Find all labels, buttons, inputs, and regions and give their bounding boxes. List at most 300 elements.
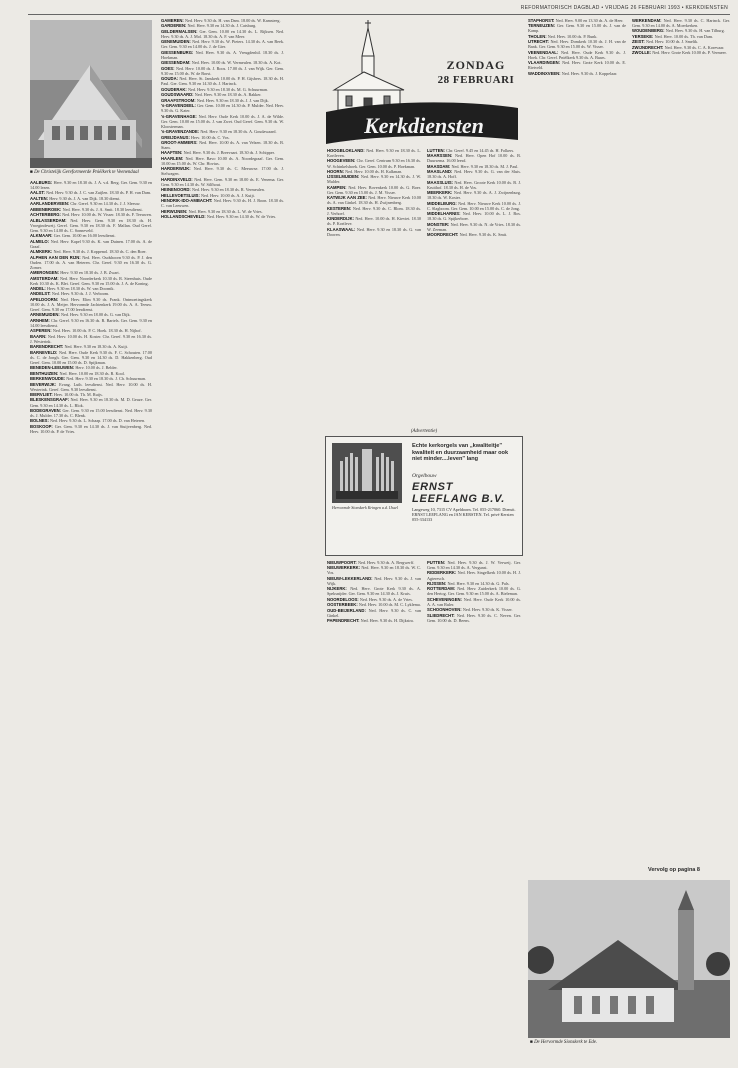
service-details: Ned. Herv. 10.00 ds. W. Visser. 18.30 ds. F. Teeuwen. — [62, 212, 152, 218]
church-listing — [30, 297, 152, 312]
place-name: THOLEN: — [528, 33, 548, 39]
church-listing — [327, 576, 421, 586]
church-listing — [161, 156, 284, 166]
place-name: GRAAFSTROOM: — [161, 97, 197, 103]
place-name: OUD-BEIJERLAND: — [327, 607, 369, 613]
place-name: MAASLAND: — [427, 169, 455, 175]
service-details: Ned. Herv. Bavo 10.00 ds. A. Noordegraaf. Ger. Gem. 10.00 en 15.00 ds. W. Chr. Hovius. — [161, 155, 284, 166]
church-listing — [427, 211, 521, 221]
photo-right-caption: ■ De Hervormde Sionskerk te Ede. — [530, 1040, 598, 1045]
place-name: PAPENDRECHT: — [327, 618, 361, 624]
place-name: ROTTERDAM: — [427, 586, 458, 592]
place-name: HAARLEM: — [161, 155, 186, 161]
service-details: Ned. Herv. 10.00 ds. H. Kalkman. — [345, 168, 403, 174]
church-listing — [161, 76, 284, 86]
service-details: Ned. Herv. Domkerk 10.30 ds. J. H. van de Bank. Ger. Gem. 9.30 en 15.00 ds. W. Visser. — [528, 39, 626, 50]
place-name: BOSKOOP: — [30, 423, 55, 429]
service-details: Ned. Herv. 9.30 ds. C. A. Korevaar. — [664, 44, 725, 50]
service-details: Ned. Herv. 9.30 ds. J. J. Verboom. — [51, 291, 110, 297]
service-details: Ned. Herv. 9.30 ds. L. Schaap. 17.00 ds. D. van Heteren. — [50, 418, 146, 424]
service-details: Ger. Gem. 9.30 en 15.00 ds. J. van de Kamp. — [528, 23, 626, 34]
place-name: SLIEDRECHT: — [427, 612, 457, 618]
church-listing — [30, 255, 152, 270]
church-listing — [161, 193, 284, 198]
service-details: Ned. Herv. 9.30 ds. J. Koppelaar. — [561, 70, 618, 76]
place-name: NIEUW-LEKKERLAND: — [327, 575, 375, 581]
service-details: Ned. Herv. Bovenkerk 10.00 ds. G. Boer. Ger. Gem. 9.30 en 15.00 ds. J. M. Visser. — [327, 184, 421, 195]
service-details: Ned. Herv. Oude Kerk 9.30 ds. F. C. Schouten. 17.00 ds. C. de Jongh. Ger. Gem. 9.30 en 14.30 ds. D. Hakkenberg. Oud Geref. Gem. 10.00 en 15.00 ds. D. Spijkman. — [30, 349, 152, 365]
place-name: HOLLANDSCHEVELD: — [161, 214, 207, 220]
service-details: Ned. Herv. 9.30 en 18.30 ds. M. D. Geuze. Ger. Gem. 9.30 en 14.30 ds. L. Blok. — [30, 397, 152, 408]
service-details: Ned. Herv. 10.00 en 18.30 ds. R. Kool. — [59, 370, 125, 376]
masthead-date: 28 FEBRUARI — [437, 74, 515, 86]
place-name: NIEUWPOORT: — [327, 560, 358, 565]
service-details: Herv. 9.30 en 18.30 ds. J. B. Zwart. — [60, 270, 120, 276]
church-listing — [427, 597, 521, 607]
service-details: Ned. Herv. 10.00 ds. Th. van Dam. — [654, 33, 714, 39]
column-2 — [161, 18, 284, 1055]
service-details: Ned. Herv. 9.30 ds. J. van Wijk. — [327, 575, 421, 586]
place-name: MEERKERK: — [427, 190, 454, 196]
church-listing — [30, 286, 152, 291]
church-listing — [327, 185, 421, 195]
service-details: Evang. Luth. leesdienst. Ned. Herv. 10.00 ds. H. Westerink. Geref. Gem. 9.30 leesdienst. — [30, 381, 152, 392]
service-details: Ned. Herv. 9.30 ds. A. J. Zwijnenburg. 18.30 ds. W. Koster. — [427, 190, 521, 201]
place-name: GREIJDANUS: — [161, 134, 192, 140]
place-name: ALMKERK: — [30, 249, 54, 255]
column-6 — [528, 18, 626, 880]
place-name: ALKMAAR: — [30, 233, 54, 239]
church-listing — [30, 408, 152, 418]
place-name: 's-GRAVENZANDE: — [161, 129, 201, 135]
service-details: Ned. Herv. 9.30 en 18.30 ds. W. C. Vos. — [327, 565, 421, 576]
continued-notice: Vervolg op pagina 8 — [648, 867, 700, 873]
service-details: Ned. Herv. 9.30 ds. K. Visser. — [462, 607, 513, 613]
service-details: Ned. Herv. 9.30 en 18.30 ds. R. Vermeulen. — [191, 187, 265, 193]
church-listing — [327, 227, 421, 237]
church-listing — [161, 50, 284, 60]
place-name: BLESKENSGRAAF: — [30, 397, 71, 403]
service-details: Ned. Herv. 10.00 ds. P. Bunk. — [547, 33, 598, 39]
church-listing — [30, 233, 152, 238]
place-name: BENEDEN-LEEUWEN: — [30, 365, 76, 371]
church-listing — [528, 34, 626, 39]
place-name: ZWOLLE: — [632, 50, 653, 56]
service-details: Ned. Herv. 9.30 ds. H. J. Boon. 18.30 ds. C. van Leeuwen. — [161, 198, 284, 209]
place-name: BARNEVELD: — [30, 349, 60, 355]
church-listing — [30, 207, 152, 212]
place-name: NIJKERK: — [327, 586, 351, 592]
place-name: ARNHEM: — [30, 317, 52, 323]
church-listing — [427, 581, 521, 586]
church-listing — [30, 276, 152, 286]
church-listing — [161, 140, 284, 150]
service-details: Ned. Herv. 9.30 en 18.30 ds. M. J. Paul. — [451, 163, 519, 169]
church-listing — [30, 382, 152, 392]
place-name: GROOT-AMMERS: — [161, 139, 200, 145]
place-name: GOUDSWAARD: — [161, 92, 195, 98]
service-details: Ned. Herv. 10.00 ds. J. Smelik. — [645, 39, 699, 45]
church-listing — [528, 71, 626, 76]
service-details: Ned. Herv. Noorderkerk 10.30 ds. R. Steenhuis. Oude Kerk 10.30 ds. K. Blei. Geref. Gem. 9.30 en 15.00 ds. J. A. de Koning. — [30, 275, 152, 286]
church-listing — [161, 177, 284, 187]
service-details: Ned. Herv. 9.30 ds. A. de Vries. — [359, 596, 413, 602]
service-details: Chr. Geref. 9.30 en 16.30 ds. R. Bartels. Ger. Gem. 9.30 en 14.00 leesdienst. — [30, 317, 152, 328]
church-listing — [632, 50, 730, 55]
place-name: GAMEREN: — [161, 18, 185, 23]
place-name: AALTEN: — [30, 195, 50, 201]
place-name: BAARN: — [30, 333, 48, 339]
place-name: WOUDENBERG: — [632, 28, 666, 34]
church-listing — [161, 66, 284, 76]
running-head: REFORMATORISCH DAGBLAD • VRIJDAG 26 FEBRUARI 1993 • KERKDIENSTEN — [520, 5, 728, 11]
service-details: Ger. Gem. 10.00 en 14.30 ds. L. Rijksen. Ned. Herv. 9.30 ds. A. J. Mol. 18.30 ds. A. F. van Meer. — [161, 28, 284, 39]
service-details: Ger. Gem. 9.30 en 14.30 ds. J. van Stuijvenberg. Ned. Herv. 10.00 ds. P. de Vries. — [30, 423, 152, 434]
church-listing — [30, 270, 152, 275]
place-name: 's-GRAVENHAGE: — [161, 113, 199, 119]
place-name: HARDINXVELD: — [161, 176, 195, 182]
service-details: Ned. Herv. 9.30 ds. A. Vreugdenhil. 18.30 ds. J. Hoekman. — [161, 49, 284, 60]
place-name: ARNEMUIDEN: — [30, 312, 61, 318]
place-name: UTRECHT: — [528, 39, 551, 45]
place-name: YERSEKE: — [632, 33, 655, 39]
church-listing — [327, 597, 421, 602]
service-details: Ned. Herv. 9.30 ds. C. Meeuwse. 17.00 ds. J. Stelwagen. — [161, 166, 284, 177]
church-listing — [528, 39, 626, 49]
place-name: RIDDERKERK: — [427, 570, 458, 576]
service-details: Ned. Herv. 9.30 en 14.30 ds. W. de Vries. — [206, 214, 277, 220]
place-name: BODEGRAVEN: — [30, 407, 63, 413]
service-details: Ned. Herv. Grote Kerk 9.30 ds. A. Speksnijder. Ger. Gem. 9.30 en 14.30 ds. J. Kruis. — [327, 586, 421, 597]
place-name: ANDELST: — [30, 291, 52, 297]
service-details: Ned. Herv. Gem. 9.30 en 18.30 ds. H. Vroegindeweij. Geref. Gem. 9.30 en 18.30 ds. F. Mallan. Oud Geref. Gem. 9.30 en 14.00 ds. C. Sonneveld. — [30, 217, 152, 233]
service-details: Ned. Herv. 9.30 en 18.30 ds. L. W. de Vries. — [188, 208, 263, 214]
service-details: Ned. Herv. 10.00 ds. M. C. Lyklema. — [358, 602, 421, 608]
place-name: GENEMUIDEN: — [161, 39, 193, 45]
place-name: KLAASWAAL: — [327, 226, 357, 232]
place-name: AARLANDERVEEN: — [30, 201, 71, 207]
church-listing — [427, 190, 521, 200]
place-name: GIESSENDAM: — [161, 60, 192, 66]
place-name: HEINENOORD: — [161, 187, 192, 193]
church-listing — [528, 60, 626, 70]
service-details: Ned. Herv. 9.00 en 13.30 ds. A. de Heer. — [555, 18, 624, 23]
church-listing — [327, 206, 421, 216]
column-1 — [30, 180, 152, 1055]
church-listing — [327, 174, 421, 184]
service-details: Ned. Herv. Open Hof 10.00 ds. B. Duursema. 16.00 leesd. — [427, 153, 521, 164]
church-listing — [30, 218, 152, 233]
place-name: AALBURG: — [30, 180, 54, 185]
service-details: Herv. 10.00 ds. Th. M. Ruijs. — [53, 392, 103, 398]
church-listing — [327, 158, 421, 168]
service-details: Ned. Herv. 9.30 en 18.00 ds. G. van Dijk. — [60, 312, 131, 318]
masthead — [324, 16, 520, 144]
church-listing — [427, 164, 521, 169]
service-details: Ned. Herv. 9.30 ds. H. van Tilburg. — [665, 28, 725, 34]
church-listing — [327, 560, 421, 565]
church-listing — [30, 397, 152, 407]
ad-label: (Advertentie) — [410, 429, 438, 434]
church-listing — [161, 60, 284, 65]
place-name: HOOGEVEEN: — [327, 158, 357, 164]
church-listing — [30, 424, 152, 434]
place-name: NIEUWERKERK: — [327, 565, 362, 571]
column-3 — [327, 148, 421, 430]
service-details: Ned. Herv. 9.30 ds. J. Koppenol. 18.30 ds. C. den Boer. — [53, 249, 147, 255]
ad-brand — [412, 481, 505, 505]
ad-brand-line1: ERNST — [412, 481, 454, 493]
place-name: AALST: — [30, 190, 47, 196]
service-details: Ned. Herv. 10.00 ds. A. van Velzen. 18.30 ds. B. Stam. — [161, 139, 284, 150]
church-listing — [161, 98, 284, 103]
church-listing — [30, 392, 152, 397]
place-name: KESTEREN: — [327, 205, 353, 211]
service-details: Ned. Herv. 9.30 en 18.30 ds. G. van Dooren. — [327, 226, 421, 237]
ad-brand-line2: LEEFLANG B.V. — [412, 493, 506, 505]
church-listing — [427, 607, 521, 612]
place-name: MIDDELHARNIS: — [427, 211, 463, 217]
place-name: HERWIJNEN: — [161, 208, 189, 214]
masthead-title: Kerkdiensten — [364, 113, 484, 138]
service-details: Herv. 9.30 ds. J. A. van Dijk. 18.30 dienst. — [49, 195, 121, 201]
church-listing — [427, 180, 521, 190]
place-name: HOORN: — [327, 168, 346, 174]
service-details: Ned. Herv. Singelkerk 10.00 ds. H. J. Agteresch. — [427, 570, 521, 581]
service-details: Ned. Herv. 9.30 en 18.30 ds. L. Kortleven. — [327, 148, 421, 159]
service-details: Ned. Herv. 9.30 en 18.30 ds. A. Kuijt. — [64, 344, 128, 350]
place-name: ALBLASSERDAM: — [30, 217, 71, 223]
service-details: Herv. 9.30 en 18.30 ds. J. A. v.d. Berg. Ger. Gem. 9.30 en 14.00 lezen. — [30, 180, 152, 191]
church-listing — [161, 198, 284, 208]
place-name: MAASSLUIS: — [427, 179, 455, 185]
church-listing — [632, 28, 730, 33]
church-listing — [30, 344, 152, 349]
church-listing — [327, 169, 421, 174]
service-details: Ned. Herv. 9.30 ds. C. Blom. 18.30 ds. J. Verhoef. — [327, 205, 421, 216]
church-listing — [327, 618, 421, 623]
place-name: MONSTER: — [427, 221, 451, 227]
service-details: Ned. Herv. Oude Kerk 10.00 ds. A. A. van Ruler. — [427, 596, 521, 607]
service-details: Ned. Herv. 9.30 ds. H. Dijkstra. — [360, 618, 414, 624]
church-listing — [161, 150, 284, 155]
place-name: HELLEVOETSLUIS: — [161, 192, 202, 198]
masthead-day: ZONDAG — [446, 58, 506, 72]
service-details: Ned. Herv. Grote Kerk 10.00 ds. E. Rietveld. — [528, 60, 626, 71]
place-name: MAARSSEN: — [427, 153, 456, 159]
church-listing — [632, 34, 730, 39]
service-details: Ned. Herv. Grote Kerk 10.00 ds. P. Vermeer. — [652, 50, 727, 56]
service-details: Ned. Herv. 9.30 ds. J. A. Smit. 18.30 leesdienst. — [62, 206, 143, 212]
service-details: Ned. Herv. 10.00 ds. L. J. Bos. 18.30 ds. G. Spijkerboer. — [427, 211, 521, 222]
place-name: HENDRIK-IDO-AMBACHT: — [161, 198, 214, 204]
service-details: Ned. Herv. 9.30 ds. J. Breevaart. 18.30 ds. J. Schipper. — [183, 150, 275, 156]
service-details: Ned. Herv. 9.30 ds. C. Neven. Ger. Gem. 10.00 ds. D. Beens. — [427, 612, 521, 623]
place-name: ALMELO: — [30, 238, 51, 244]
place-name: GOES: — [161, 65, 176, 71]
service-details: Ned. Herv. Kapel 9.30 ds. K. van Duinen. 17.00 ds. A. de Graaf. — [30, 238, 152, 249]
place-name: SCHEVENINGEN: — [427, 596, 464, 602]
service-details: Ned. Herv. Gem. 9.30 en 18.00 ds. E. Venema. Ger. Gem. 9.30 en 14.30 ds. W. Silfhout. — [161, 176, 284, 187]
service-details: Ger. Gem. 10.00 en 14.30 ds. P. Mulder. Ned. Herv. 9.30 ds. G. Kater. — [161, 103, 284, 114]
service-details: Ned. Herv. Zuiderkerk 10.00 ds. G. den Hertog. Ger. Gem. 9.30 en 15.00 ds. A. Bieleman. — [427, 586, 521, 597]
church-listing — [427, 560, 521, 570]
photo-sionskerk — [528, 880, 730, 1038]
church-listing — [528, 50, 626, 60]
church-listing — [632, 45, 730, 50]
church-listing — [30, 418, 152, 423]
church-listing — [30, 196, 152, 201]
service-details: Ned. Herv. 9.30 en 14.30 ds. J. W. Mulder. — [327, 174, 421, 185]
ad-organ-photo — [332, 443, 402, 503]
church-listing — [161, 214, 284, 219]
place-name: LUTTEN: — [427, 148, 447, 153]
place-name: BOLNES: — [30, 418, 51, 424]
place-name: GELDERMALSEN: — [161, 28, 200, 34]
church-listing — [327, 608, 421, 618]
place-name: MOORDRECHT: — [427, 232, 460, 238]
church-listing — [161, 92, 284, 97]
photo-left-caption: ■ De Christelijk Gereformeerde Pniëlkerk te Veenendaal — [30, 170, 139, 175]
place-name: STAPHORST: — [528, 18, 556, 23]
church-listing — [161, 135, 284, 140]
service-details: Ned. Herv. 9.30 ds. C. Harinck. Ger. Gem. 9.30 en 14.00 ds. A. Moerkerken. — [632, 18, 730, 29]
church-listing — [327, 586, 421, 596]
service-details: Ned. Herv. 9.30 en 18.30 ds. M. G. Schuurman. — [188, 86, 268, 92]
church-listing — [30, 291, 152, 296]
column-5b — [427, 560, 521, 1055]
place-name: TERNEUZEN: — [528, 23, 557, 29]
place-name: BENTHUIZEN: — [30, 370, 60, 376]
place-name: HOOGBLOKLAND: — [327, 148, 367, 153]
church-listing — [427, 153, 521, 163]
service-details: Chr. Geref. Centrum 9.30 en 16.30 ds. W. Schinkelshoek. Ger. Gem. 10.00 ds. P. Hoekman. — [327, 158, 421, 169]
place-name: HAAFTEN: — [161, 150, 184, 156]
church-listing — [427, 232, 521, 237]
place-name: GIESSENBURG: — [161, 49, 196, 55]
church-listing — [30, 239, 152, 249]
column-4 — [427, 148, 521, 430]
church-listing — [30, 334, 152, 344]
ad-headline: Echte kerkorgels van „kwaliteitje" kwaliteit en duurzaamheid maar ook niet minder....leven" lang — [412, 443, 509, 462]
place-name: GOUDERAK: — [161, 86, 188, 92]
advertisement — [325, 429, 523, 556]
church-listing — [327, 195, 421, 205]
service-details: Ned. Herv. 9.30 ds. W. Pieters. 14.30 ds. A. van Beek. Ger. Gem. 9.30 en 14.00 ds. J. de Gier. — [161, 39, 284, 50]
place-name: RIJSSEN: — [427, 580, 448, 586]
place-name: ABBENBROEK: — [30, 206, 63, 212]
church-listing — [30, 365, 152, 370]
service-details: Herv. 9.30 en 18.30 ds. W. van Doornik. — [46, 286, 115, 292]
place-name: NOORDELOOS: — [327, 596, 360, 602]
church-listing — [327, 216, 421, 226]
church-listing — [427, 169, 521, 179]
service-details: Ned. Herv. 9.30 ds. N. de Vries. 18.30 ds. W. Zeeman. — [427, 221, 521, 232]
church-listing — [161, 87, 284, 92]
column-5 — [327, 560, 421, 1055]
church-listing — [161, 39, 284, 49]
photo-pnielkerk — [30, 20, 152, 168]
service-details: Ned. Herv. 9.30 ds. J. C. van Zuijlen. 18.30 ds. P. H. van Dam. — [46, 190, 152, 196]
service-details: Ned. Herv. Nieuwe Kerk 10.00 ds. J. C. Slagboom. Ger. Gem. 10.00 en 15.00 ds. C. de Jong. — [427, 200, 521, 211]
place-name: APELDOORN: — [30, 296, 61, 302]
church-listing — [30, 318, 152, 328]
service-details: Ned. Herv. 9.30 en 18.30 ds. J. J. van Dijk. — [196, 97, 269, 103]
church-listing — [427, 570, 521, 580]
church-listing — [30, 371, 152, 376]
service-details: Ned. Herv. 10.00 ds. J. Roos. 17.00 ds. J. van Wijk. Ger. Gem. 9.30 en 15.00 ds. W. de Borst. — [161, 65, 284, 76]
church-listing — [161, 23, 284, 28]
church-listing — [161, 103, 284, 113]
service-details: Ned. Herv. 9.30 en 14.30 ds. J. Catsburg. — [187, 23, 257, 29]
service-details: Chr. Geref. 9.30 en 14.30 ds. J. J. Sleeuw. — [70, 201, 141, 207]
church-listing — [427, 222, 521, 232]
church-listing — [632, 39, 730, 44]
service-details: Ned. Herv. 9.30 ds. C. van Ginkel. — [327, 607, 421, 618]
church-listing — [427, 613, 521, 623]
church-listing — [161, 129, 284, 134]
service-details: Ned. Herv. St. Janskerk 10.00 ds. P. H. Gijsbers. 18.30 ds. H. Paul. Ger. Gem. 9.30 en 14.30 ds. J. Harinck. — [161, 76, 284, 87]
church-listing — [30, 180, 152, 190]
header-rule — [28, 14, 730, 15]
church-listing — [30, 350, 152, 365]
place-name: VLAARDINGEN: — [528, 60, 563, 66]
service-details: Chr. Geref. 9.45 en 14.45 ds. H. Folkers. — [446, 148, 515, 153]
service-details: Ned. Herv. 9.30 ds. K. Smit. — [459, 232, 508, 238]
place-name: BEVERWIJK: — [30, 381, 60, 387]
place-name: HARDERWIJK: — [161, 166, 194, 172]
church-listing — [30, 328, 152, 333]
service-details: Herv. 10.00 ds. C. Vos. — [191, 134, 230, 140]
church-listing — [30, 249, 152, 254]
column-7 — [632, 18, 730, 863]
church-listing — [327, 602, 421, 607]
service-details: Ned. Herv. Nieuwe Kerk 10.00 ds. A. van Ginkel. 18.30 ds. H. Zwijnenberg. — [327, 195, 421, 206]
place-name: PUTTEN: — [427, 560, 448, 565]
service-details: Ned. Herv. Elim 9.30 ds. Frank. Ontmoetingskerk 10.00 ds. J. A. Meijer. Hervormde Jachtenkerk 19.00 ds. A. A. Teeuw. Geref. Gem. 9.30 en 17.00 leesdienst. — [30, 296, 152, 312]
place-name: ANDEL: — [30, 286, 47, 292]
service-details: Ned. Herv. 9.30 en 18.30 ds. A. Bakker. — [194, 92, 262, 98]
place-name: OOSTERBEEK: — [327, 602, 359, 608]
place-name: ALPHEN AAN DEN RIJN: — [30, 254, 83, 260]
church-listing — [30, 312, 152, 317]
church-listing — [161, 166, 284, 176]
ad-pre: Orgelbouw — [412, 473, 437, 479]
place-name: GOUDA: — [161, 76, 180, 82]
service-details: Ned. Herv. 9.30 ds. G. van der Sluis. 18.30 ds. A. Hoff. — [427, 169, 521, 180]
place-name: WERKENDAM: — [632, 18, 664, 23]
church-listing — [161, 209, 284, 214]
service-details: Ned. Herv. 10.00 ds. A. J. Kuijt. — [201, 192, 255, 198]
service-details: Ned. Herv. 9.30 ds. A. Bergwerff. — [357, 560, 415, 565]
place-name: WADDINXVEEN: — [528, 70, 562, 76]
service-details: Ned. Herv. 10.00 ds. P. C. Hoek. 18.30 ds. H. Nijhof. — [52, 328, 142, 334]
place-name: BIERVLIET: — [30, 392, 54, 398]
service-details: Ned. Herv. 10.00 ds. W. Vermeulen. 18.30 ds. A. Kot. — [191, 60, 282, 66]
church-listing — [327, 148, 421, 158]
church-listing — [327, 565, 421, 575]
service-details: Ned. Herv. Oude Kerk 10.00 ds. J. A. de Wilde. Ger. Gem. 10.00 en 15.00 ds. J. van Zwet. Oud Geref. Gem. 9.30 ds. W. Kloosterman. — [161, 113, 284, 129]
place-name: MIDDELBURG: — [427, 200, 459, 206]
church-listing — [427, 201, 521, 211]
place-name: 's-GRAVENDEEL: — [161, 103, 198, 109]
service-details: Ned. Herv. 9.30 ds. J. W. Verweij. Ger. Gem. 9.30 en 14.30 ds. A. Vergunst. — [427, 560, 521, 571]
church-listing — [632, 18, 730, 28]
church-listing — [161, 187, 284, 192]
church-listing — [528, 18, 626, 23]
service-details: Herv. 10.00 ds. J. Belder. — [75, 365, 118, 371]
service-details: Ned. Herv. Oude Kerk 9.30 ds. J. Hoek. Chr. Geref. Pniëlkerk 9.30 ds. A. Baars. — [528, 49, 626, 60]
